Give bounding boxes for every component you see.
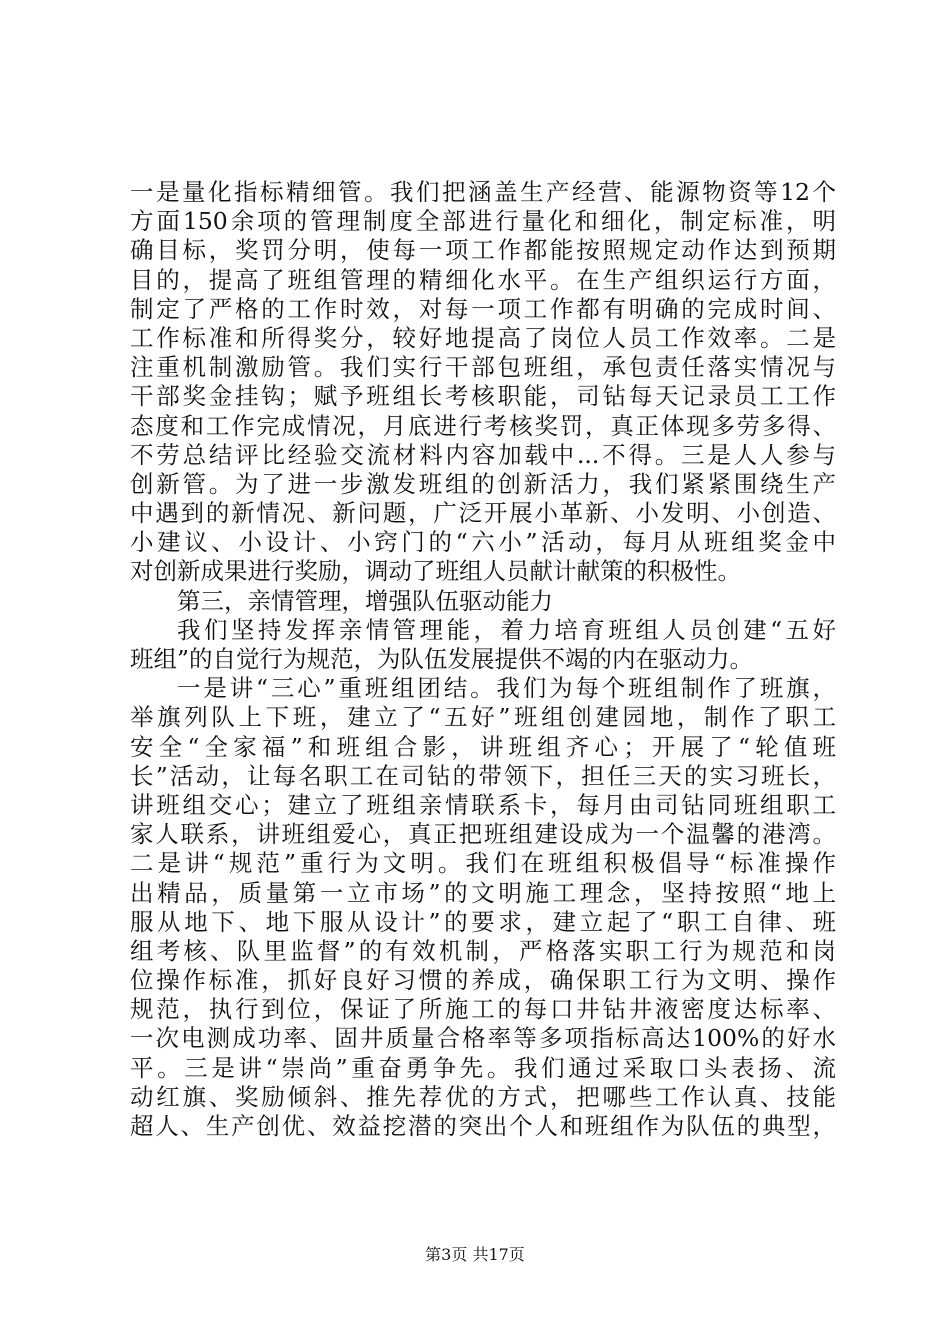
text-line: 方面150余项的管理制度全部进行量化和细化，制定标准，明 [130,207,836,236]
text-line: 一是讲“三心”重班组团结。我们为每个班组制作了班旗， [177,674,836,703]
text-line: 平。三是讲“崇尚”重奋勇争先。我们通过采取口头表扬、流 [130,1053,836,1082]
text-line: 干部奖金挂钩；赋予班组长考核职能，司钻每天记录员工工作 [130,382,836,411]
text-line: 对创新成果进行奖励，调动了班组人员献计献策的积极性。 [130,557,741,586]
section-heading: 第三，亲情管理，增强队伍驱动能力 [177,586,553,615]
text-line: 长”活动，让每名职工在司钻的带领下，担任三天的实习班长， [130,761,836,790]
text-line: 我们坚持发挥亲情管理能，着力培育班组人员创建“五好 [177,615,836,644]
text-line: 讲班组交心；建立了班组亲情联系卡，每月由司钻同班组职工 [130,790,836,819]
body-text [130,178,836,1141]
text-line: 工作标准和所得奖分，较好地提高了岗位人员工作效率。二是 [130,323,836,352]
text-line: 创新管。为了进一步激发班组的创新活力，我们紧紧围绕生产 [130,469,836,498]
text-line: 服从地下、地下服从设计”的要求，建立起了“职工自律、班 [130,907,836,936]
text-line: 一是量化指标精细管。我们把涵盖生产经营、能源物资等12个 [130,178,836,206]
text-line: 不劳总结评比经验交流材料内容加载中...不得。三是人人参与 [130,440,836,469]
text-line: 小建议、小设计、小窍门的“六小”活动，每月从班组奖金中 [130,528,836,557]
page-footer [0,1244,950,1266]
text-line: 动红旗、奖励倾斜、推先荐优的方式，把哪些工作认真、技能 [130,1082,836,1111]
text-line: 一次电测成功率、固井质量合格率等多项指标高达100%的好水 [130,1024,836,1053]
text-line: 注重机制激励管。我们实行干部包班组，承包责任落实情况与 [130,353,836,382]
text-line: 超人、生产创优、效益挖潜的突出个人和班组作为队伍的典型， [130,1112,836,1140]
text-line: 班组”的自觉行为规范，为队伍发展提供不竭的内在驱动力。 [130,645,754,673]
text-line: 二是讲“规范”重行为文明。我们在班组积极倡导“标准操作 [130,849,836,878]
text-line: 中遇到的新情况、新问题，广泛开展小革新、小发明、小创造、 [130,499,836,528]
text-line: 确目标，奖罚分明，使每一项工作都能按照规定动作达到预期 [130,236,836,265]
text-line: 规范，执行到位，保证了所施工的每口井钻井液密度达标率、 [130,995,836,1024]
text-line: 目的，提高了班组管理的精细化水平。在生产组织运行方面， [130,265,836,294]
text-line: 组考核、队里监督”的有效机制，严格落实职工行为规范和岗 [130,936,836,965]
text-line: 安全“全家福”和班组合影，讲班组齐心；开展了“轮值班 [130,732,836,761]
page-number: 第3页 共17页 [425,1245,525,1264]
text-line: 态度和工作完成情况，月底进行考核奖罚，真正体现多劳多得、 [130,411,836,440]
text-line: 举旗列队上下班，建立了“五好”班组创建园地，制作了职工 [130,703,836,732]
text-line: 出精品，质量第一立市场”的文明施工理念，坚持按照“地上 [130,878,836,907]
text-line: 家人联系，讲班组爱心，真正把班组建设成为一个温馨的港湾。 [130,820,836,849]
text-line: 制定了严格的工作时效，对每一项工作都有明确的完成时间、 [130,294,836,323]
text-line: 位操作标准，抓好良好习惯的养成，确保职工行为文明、操作 [130,966,836,995]
